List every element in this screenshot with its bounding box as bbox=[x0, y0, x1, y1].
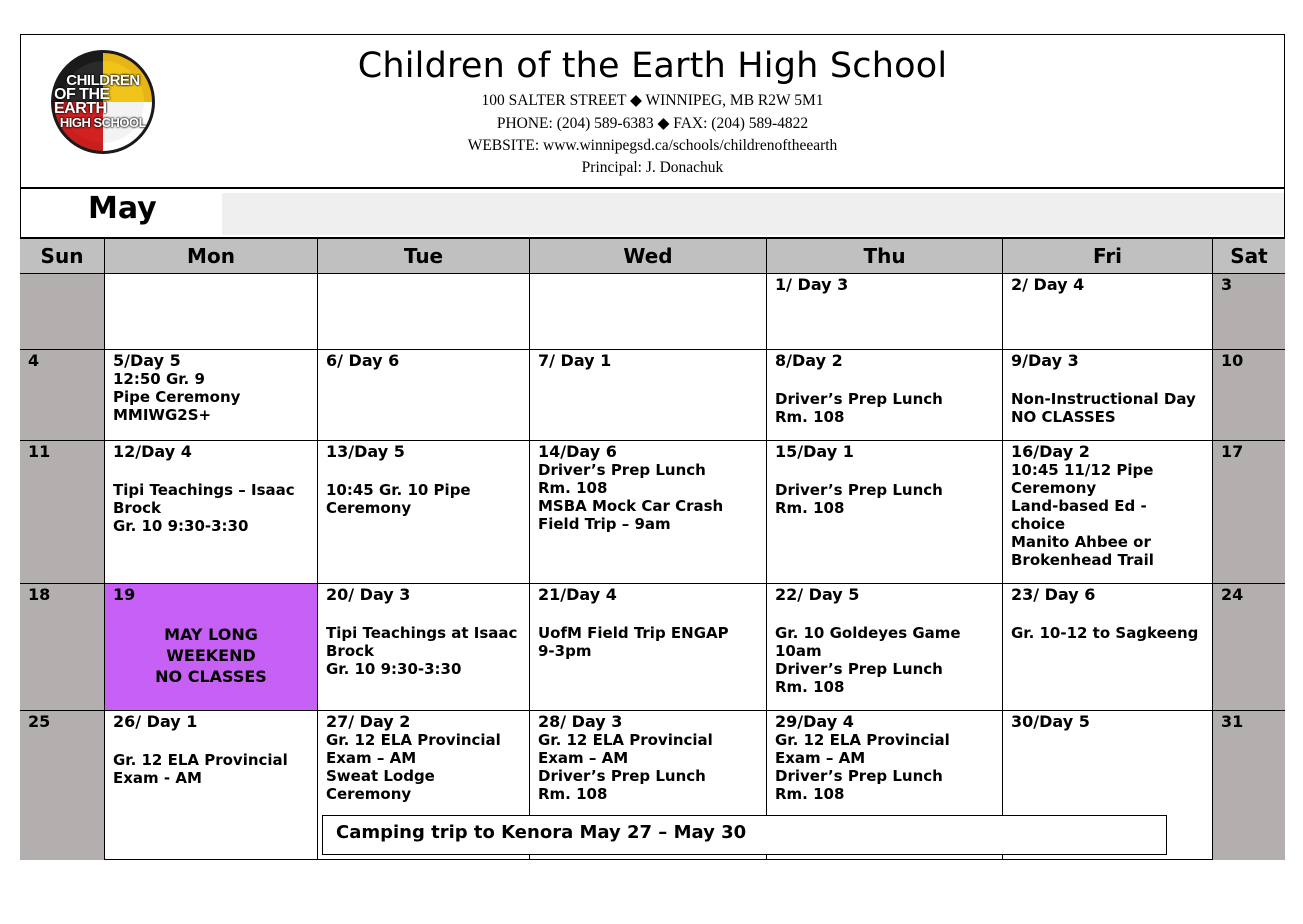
line-gap bbox=[326, 604, 521, 624]
event-line: MMIWG2S+ bbox=[113, 406, 212, 424]
line-gap bbox=[1011, 604, 1204, 624]
event-line: Driver’s Prep Lunch bbox=[538, 767, 706, 785]
holiday-notice bbox=[113, 624, 309, 687]
holiday-line: WEEKEND bbox=[166, 646, 256, 665]
day-number: 3 bbox=[1221, 275, 1233, 294]
event-line: Tipi Teachings – Isaac bbox=[113, 481, 295, 499]
day-label: 30/Day 5 bbox=[1011, 712, 1090, 731]
day-label: 20/ Day 3 bbox=[326, 585, 411, 604]
event-line: Gr. 12 ELA Provincial bbox=[775, 731, 950, 749]
holiday-line: MAY LONG bbox=[164, 625, 258, 644]
day-cell-tue bbox=[318, 441, 530, 584]
event-line: 12:50 Gr. 9 bbox=[113, 370, 205, 388]
event-line: Non-Instructional Day bbox=[1011, 390, 1196, 408]
day-cell-wed bbox=[530, 350, 767, 441]
day-cell-tue bbox=[318, 350, 530, 441]
event-line: Manito Ahbee or bbox=[1011, 533, 1151, 551]
event-line: Brock bbox=[113, 499, 162, 517]
event-line: 10:45 Gr. 10 Pipe bbox=[326, 481, 471, 499]
day-cell-tue bbox=[318, 274, 530, 350]
day-header-mon: Mon bbox=[105, 239, 318, 274]
line-gap bbox=[775, 604, 994, 624]
school-principal: Principal: J. Donachuk bbox=[581, 159, 724, 176]
day-header-fri: Fri bbox=[1003, 239, 1213, 274]
day-label: 7/ Day 1 bbox=[538, 351, 612, 370]
event-line: MSBA Mock Car Crash bbox=[538, 497, 724, 515]
event-line: Pipe Ceremony bbox=[113, 388, 241, 406]
event-line: 10am bbox=[775, 642, 822, 660]
event-line: Brock bbox=[326, 642, 375, 660]
day-number: 25 bbox=[28, 712, 51, 731]
event-line: Exam – AM bbox=[326, 749, 417, 767]
event-line: Sweat Lodge bbox=[326, 767, 435, 785]
event-line: Driver’s Prep Lunch bbox=[775, 481, 943, 499]
event-line: Ceremony bbox=[326, 785, 412, 803]
school-phone: PHONE: (204) 589-6383 ◆ FAX: (204) 589-4822 bbox=[496, 115, 809, 132]
event-line: Gr. 12 ELA Provincial bbox=[326, 731, 501, 749]
event-line: 10:45 11/12 Pipe bbox=[1011, 461, 1154, 479]
day-label: 6/ Day 6 bbox=[326, 351, 400, 370]
day-label: 22/ Day 5 bbox=[775, 585, 860, 604]
event-line: Gr. 10-12 to Sagkeeng bbox=[1011, 624, 1199, 642]
day-label: 2/ Day 4 bbox=[1011, 275, 1085, 294]
day-header-sat: Sat bbox=[1213, 239, 1285, 274]
day-label: 26/ Day 1 bbox=[113, 712, 198, 731]
event-line: Exam – AM bbox=[538, 749, 629, 767]
event-line: Driver’s Prep Lunch bbox=[775, 390, 943, 408]
line-gap bbox=[326, 461, 521, 481]
day-number: 24 bbox=[1221, 585, 1244, 604]
event-line: Tipi Teachings at Isaac bbox=[326, 624, 518, 642]
month-bar bbox=[222, 193, 1284, 235]
school-address: 100 SALTER STREET ◆ WINNIPEG, MB R2W 5M1 bbox=[481, 92, 824, 109]
day-cell-thu bbox=[767, 350, 1003, 441]
day-cell-wed bbox=[530, 441, 767, 584]
camping-trip-banner: Camping trip to Kenora May 27 – May 30 bbox=[322, 815, 1167, 855]
event-line: choice bbox=[1011, 515, 1066, 533]
day-cell-mon bbox=[105, 350, 318, 441]
day-label: 5/Day 5 bbox=[113, 351, 181, 370]
day-number: 31 bbox=[1221, 712, 1244, 731]
day-label: 27/ Day 2 bbox=[326, 712, 411, 731]
day-label: 9/Day 3 bbox=[1011, 351, 1079, 370]
event-line: Exam - AM bbox=[113, 769, 202, 787]
line-gap bbox=[113, 461, 309, 481]
logo-line-1: CHILDREN bbox=[66, 72, 140, 89]
day-header-sun: Sun bbox=[20, 239, 105, 274]
event-line: 9-3pm bbox=[538, 642, 592, 660]
event-line: UofM Field Trip ENGAP bbox=[538, 624, 729, 642]
event-line: Gr. 10 9:30-3:30 bbox=[113, 517, 249, 535]
event-line: Driver’s Prep Lunch bbox=[775, 767, 943, 785]
day-label: 1/ Day 3 bbox=[775, 275, 849, 294]
day-cell-mon bbox=[105, 584, 318, 711]
event-line: Exam – AM bbox=[775, 749, 866, 767]
day-header-wed: Wed bbox=[530, 239, 767, 274]
day-number: 11 bbox=[28, 442, 51, 461]
line-gap bbox=[775, 370, 994, 390]
day-cell-mon bbox=[105, 711, 318, 860]
day-cell-mon bbox=[105, 274, 318, 350]
day-label: 16/Day 2 bbox=[1011, 442, 1090, 461]
event-line: Land-based Ed - bbox=[1011, 497, 1147, 515]
day-cell-tue bbox=[318, 584, 530, 711]
month-title: May bbox=[88, 191, 157, 226]
day-cell-sun bbox=[20, 441, 105, 584]
event-line: Gr. 10 9:30-3:30 bbox=[326, 660, 462, 678]
event-line: Brokenhead Trail bbox=[1011, 551, 1154, 569]
day-header-tue: Tue bbox=[318, 239, 530, 274]
event-line: Gr. 12 ELA Provincial bbox=[113, 751, 288, 769]
day-label: 8/Day 2 bbox=[775, 351, 843, 370]
day-number: 4 bbox=[28, 351, 40, 370]
day-cell-mon bbox=[105, 441, 318, 584]
day-label: 13/Day 5 bbox=[326, 442, 405, 461]
day-cell-fri bbox=[1003, 584, 1213, 711]
day-label: 21/Day 4 bbox=[538, 585, 617, 604]
day-cell-fri bbox=[1003, 441, 1213, 584]
day-cell-thu bbox=[767, 584, 1003, 711]
day-cell-sat bbox=[1213, 441, 1285, 584]
event-line: Gr. 12 ELA Provincial bbox=[538, 731, 713, 749]
line-gap bbox=[113, 731, 309, 751]
day-label: 12/Day 4 bbox=[113, 442, 192, 461]
event-line: Rm. 108 bbox=[775, 499, 845, 517]
event-line: Gr. 10 Goldeyes Game bbox=[775, 624, 961, 642]
day-label: 23/ Day 6 bbox=[1011, 585, 1096, 604]
day-cell-sat bbox=[1213, 711, 1285, 860]
day-cell-sun bbox=[20, 274, 105, 350]
day-number: 17 bbox=[1221, 442, 1244, 461]
event-line: Driver’s Prep Lunch bbox=[775, 660, 943, 678]
event-line: Ceremony bbox=[326, 499, 412, 517]
event-line: Rm. 108 bbox=[538, 479, 608, 497]
day-cell-fri bbox=[1003, 274, 1213, 350]
logo-line-3: HIGH SCHOOL bbox=[59, 115, 147, 130]
day-cell-sun bbox=[20, 711, 105, 860]
day-header-thu: Thu bbox=[767, 239, 1003, 274]
day-cell-thu bbox=[767, 274, 1003, 350]
event-line: Rm. 108 bbox=[538, 785, 608, 803]
holiday-line: NO CLASSES bbox=[155, 667, 267, 686]
line-gap bbox=[775, 461, 994, 481]
day-number: 10 bbox=[1221, 351, 1244, 370]
event-line: NO CLASSES bbox=[1011, 408, 1116, 426]
day-label: 14/Day 6 bbox=[538, 442, 617, 461]
event-line: Driver’s Prep Lunch bbox=[538, 461, 706, 479]
event-line: Field Trip – 9am bbox=[538, 515, 671, 533]
school-website[interactable]: WEBSITE: www.winnipegsd.ca/schools/childrenoftheearth bbox=[467, 137, 838, 154]
day-cell-fri bbox=[1003, 350, 1213, 441]
event-line: Rm. 108 bbox=[775, 408, 845, 426]
day-cell-wed bbox=[530, 584, 767, 711]
day-cell-sat bbox=[1213, 350, 1285, 441]
month-row bbox=[20, 189, 1285, 239]
day-label: 29/Day 4 bbox=[775, 712, 854, 731]
line-gap bbox=[538, 604, 758, 624]
event-line: Rm. 108 bbox=[775, 785, 845, 803]
event-line: Ceremony bbox=[1011, 479, 1097, 497]
day-cell-sat bbox=[1213, 274, 1285, 350]
event-line: Rm. 108 bbox=[775, 678, 845, 696]
day-cell-thu bbox=[767, 441, 1003, 584]
day-cell-wed bbox=[530, 274, 767, 350]
day-cell-sun bbox=[20, 350, 105, 441]
day-label: 15/Day 1 bbox=[775, 442, 854, 461]
day-label: 28/ Day 3 bbox=[538, 712, 623, 731]
line-gap bbox=[1011, 370, 1204, 390]
day-cell-sun bbox=[20, 584, 105, 711]
day-number: 18 bbox=[28, 585, 51, 604]
day-label: 19 bbox=[113, 585, 136, 604]
day-cell-sat bbox=[1213, 584, 1285, 711]
logo-line-2: OF THE EARTH bbox=[54, 86, 110, 117]
school-name: Children of the Earth High School bbox=[357, 46, 948, 86]
